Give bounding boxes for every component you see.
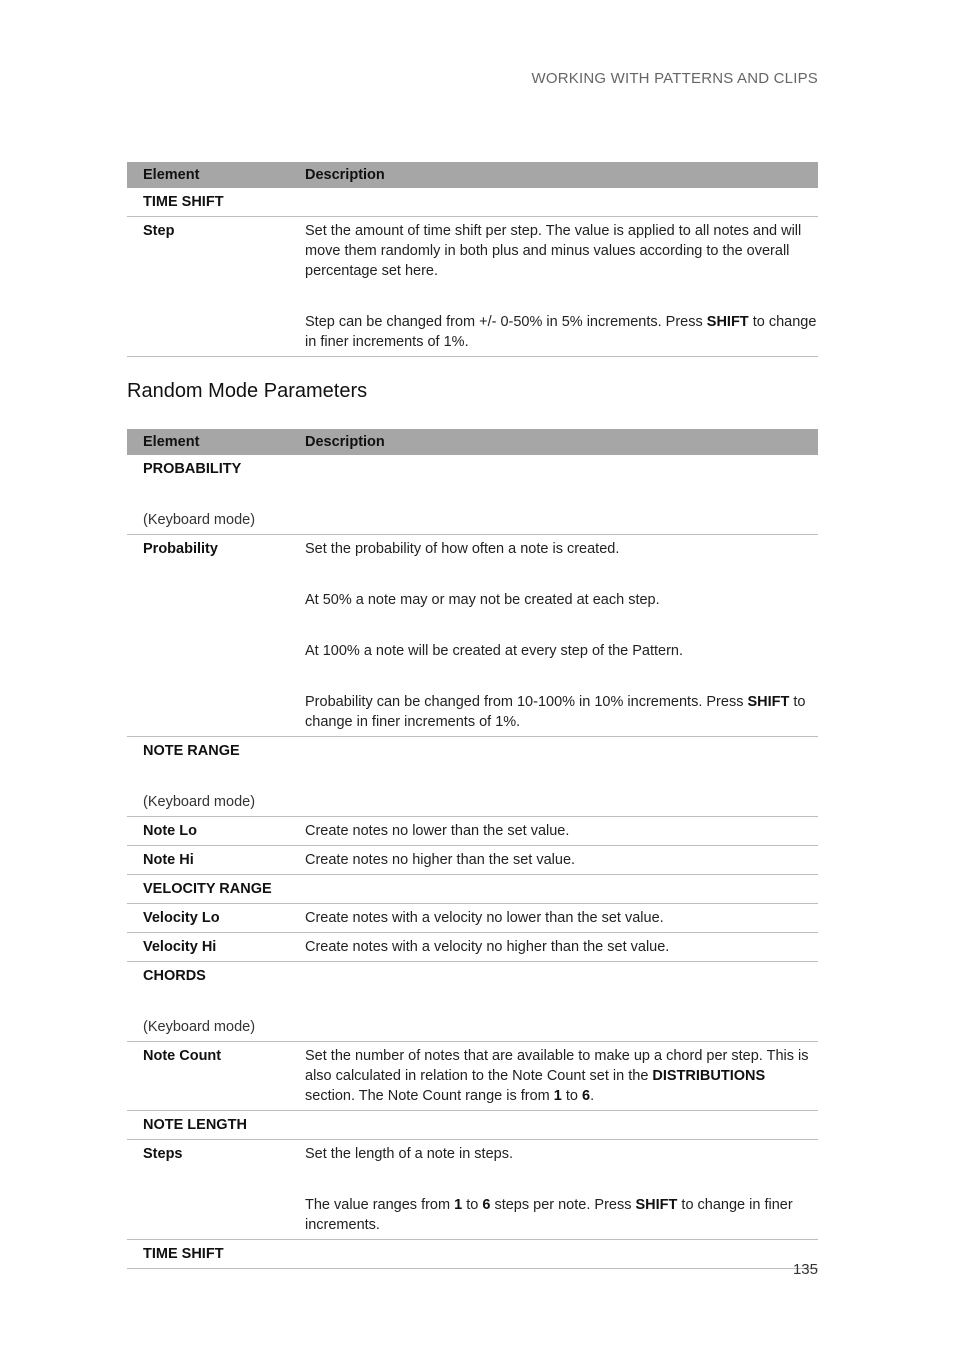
table-header-row: [127, 162, 818, 188]
description-velocity-hi: Create notes with a velocity no higher than the set value.: [289, 933, 818, 962]
running-header: WORKING WITH PATTERNS AND CLIPS: [531, 70, 818, 87]
element-note-count: Note Count: [127, 1042, 289, 1111]
table-header-row: [127, 429, 818, 455]
section-title: Random Mode Parameters: [127, 380, 368, 402]
table-row: [127, 1140, 818, 1240]
section-label-time-shift: TIME SHIFT: [127, 1240, 289, 1269]
table-row: [127, 875, 818, 904]
section-label-chords: CHORDS (Keyboard mode): [127, 962, 289, 1042]
table-row: [127, 737, 818, 817]
description-note-count: Set the number of notes that are available to make up a chord per step. This is also calculated in relation to the Note Count set in the DISTRIBUTIONS section. The Note Count range is from 1 to 6.: [289, 1042, 818, 1111]
element-steps: Steps: [127, 1140, 289, 1240]
time-shift-table: [127, 162, 818, 357]
column-header-description: Description: [289, 162, 818, 188]
table-row: [127, 933, 818, 962]
table-row: [127, 217, 818, 357]
page-number: 135: [792, 1261, 818, 1278]
table-row: [127, 904, 818, 933]
random-mode-table: [127, 429, 818, 1269]
description-step: Set the amount of time shift per step. The value is applied to all notes and will move them randomly in both plus and minus values according to the overall percentage set here. Step can be changed from +/- 0-50% in 5% increments. Press SHIFT to change in finer increments of 1%.: [289, 217, 818, 357]
table-row: [127, 455, 818, 535]
element-velocity-hi: Velocity Hi: [127, 933, 289, 962]
table-row: [127, 817, 818, 846]
column-header-description: Description: [289, 429, 818, 455]
section-label-note-length: NOTE LENGTH: [127, 1111, 289, 1140]
section-label-time-shift: TIME SHIFT: [127, 188, 289, 217]
description-steps: Set the length of a note in steps. The value ranges from 1 to 6 steps per note. Press SHIFT to change in finer increments.: [289, 1140, 818, 1240]
section-label-note-range: NOTE RANGE (Keyboard mode): [127, 737, 289, 817]
table-row: [127, 535, 818, 737]
description-note-lo: Create notes no lower than the set value.: [289, 817, 818, 846]
element-note-hi: Note Hi: [127, 846, 289, 875]
section-label-probability: PROBABILITY (Keyboard mode): [127, 455, 289, 535]
table-row: [127, 1042, 818, 1111]
table-row: [127, 188, 818, 217]
element-probability: Probability: [127, 535, 289, 737]
element-velocity-lo: Velocity Lo: [127, 904, 289, 933]
element-step: Step: [127, 217, 289, 357]
description-velocity-lo: Create notes with a velocity no lower than the set value.: [289, 904, 818, 933]
column-header-element: Element: [127, 429, 289, 455]
description-probability: Set the probability of how often a note is created. At 50% a note may or may not be created at each step. At 100% a note will be created at every step of the Pattern. Probability can be changed from 10-100% in 10% increments. Press SHIFT to change in finer increments of 1%.: [289, 535, 818, 737]
description-note-hi: Create notes no higher than the set value.: [289, 846, 818, 875]
table-row: [127, 1111, 818, 1140]
table-row: [127, 846, 818, 875]
table-row: [127, 1240, 818, 1269]
table-row: [127, 962, 818, 1042]
section-label-velocity-range: VELOCITY RANGE: [127, 875, 289, 904]
column-header-element: Element: [127, 162, 289, 188]
element-note-lo: Note Lo: [127, 817, 289, 846]
